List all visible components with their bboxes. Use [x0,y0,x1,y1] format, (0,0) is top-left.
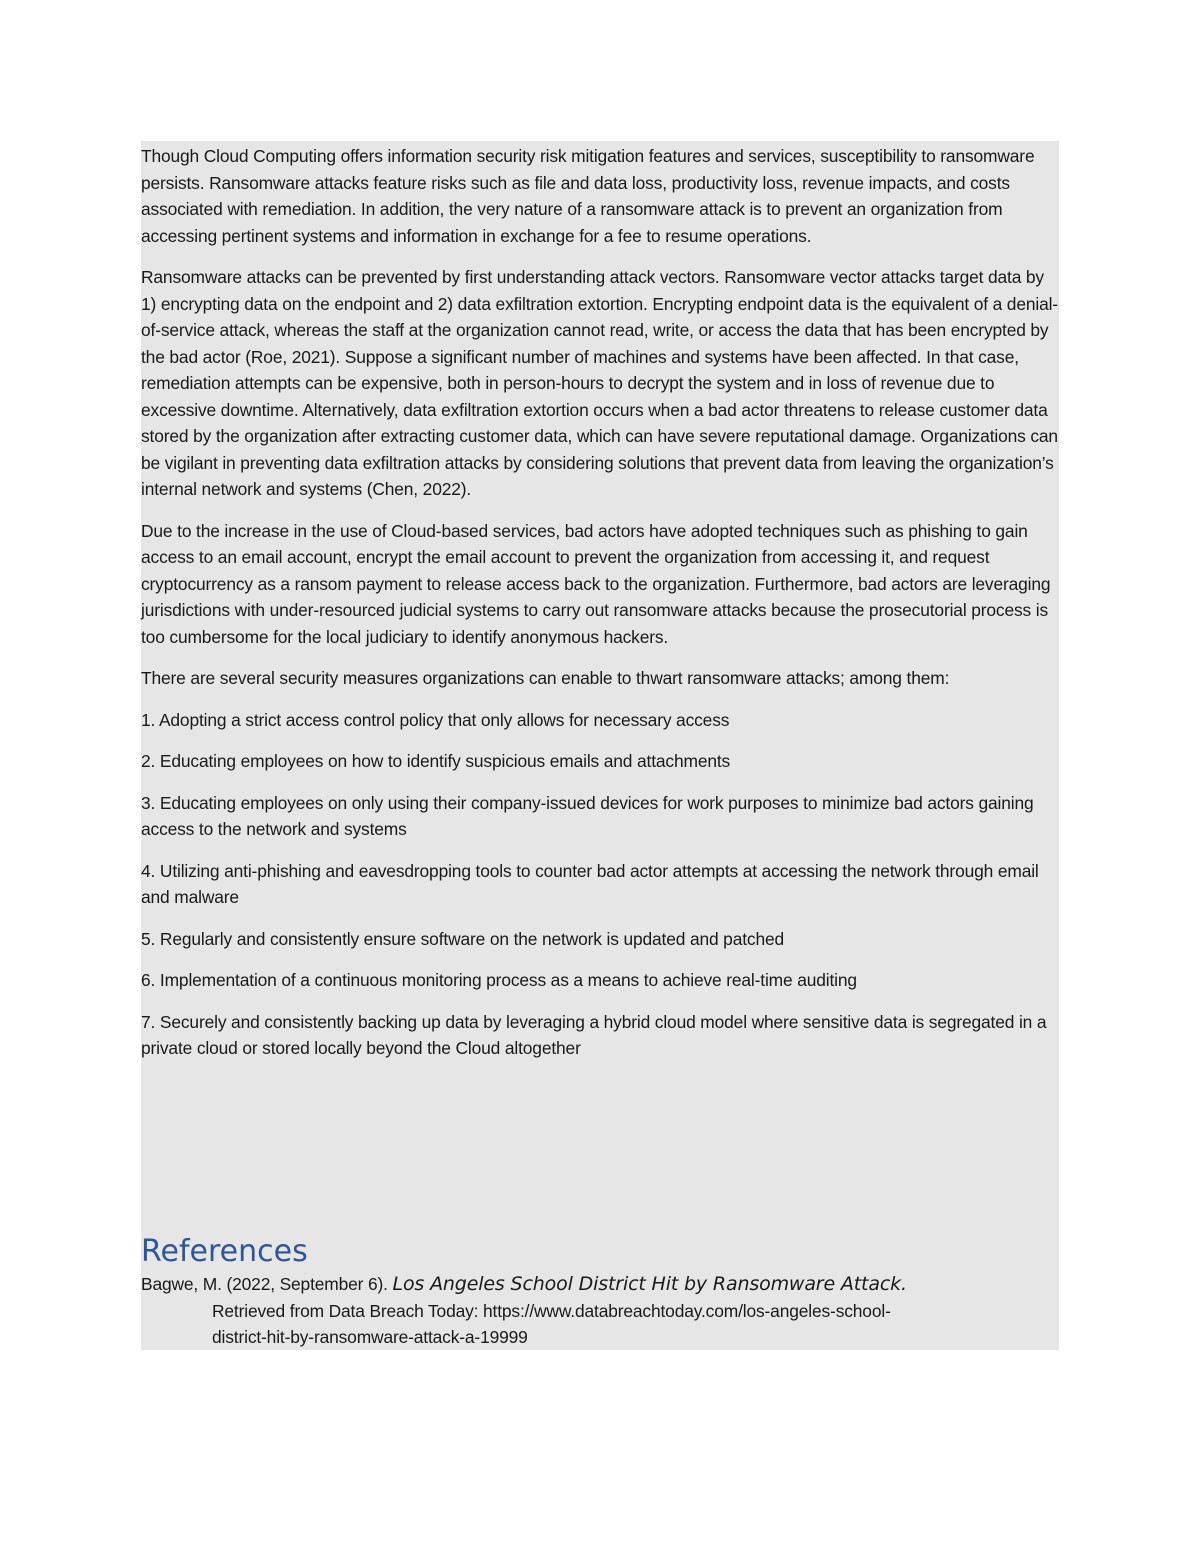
list-item [141,858,1059,911]
list-item-text: Implementation of a continuous monitoring process as a means to achieve real-time auditing [159,970,857,990]
reference-retrieved-line: Retrieved from Data Breach Today: https://www.databreachtoday.com/los-angeles-school- [212,1300,891,1321]
paragraph-measures-intro: There are several security measures organizations can enable to thwart ransomware attacks; among them: [141,668,950,688]
paragraph-intro: Though Cloud Computing offers information security risk mitigation features and services, susceptibility to ransomware persists. Ransomware attacks feature risks such as file and data loss, productivity loss, revenue impacts, and costs associated with remediation. In addition, the very nature of a ransomware attack is to prevent an organization from accessing pertinent systems and information in exchange for a fee to resume operations. [141,146,1035,246]
paragraph-cloud-techniques: Due to the increase in the use of Cloud-based services, bad actors have adopted techniques such as phishing to gain access to an email account, encrypt the email account to prevent the organization from accessing it, and request cryptocurrency as a ransom payment to release access back to the organization. Furthermore, bad actors are leveraging jurisdictions with under-resourced judicial systems to carry out ransomware attacks because the prosecutorial process is too cumbersome for the local judiciary to identify anonymous hackers. [141,520,1051,647]
body-content [141,143,1059,1077]
list-item-number: 5. [141,928,156,949]
reference-retrieved-line: district-hit-by-ransomware-attack-a-19999 [212,1327,528,1347]
list-item [141,1009,1059,1062]
list-item-text: Securely and consistently backing up data by leveraging a hybrid cloud model where sensitive data is segregated in a private cloud or stored locally beyond the Cloud altogether [141,1011,1047,1058]
reference-first-line [141,1271,1041,1298]
list-item-text: Educating employees on only using their company-issued devices for work purposes to minimize bad actors gaining access to the network and systems [141,792,1034,839]
list-item [141,926,1059,953]
reference-author-date: Bagwe, M. (2022, September 6). [141,1274,393,1294]
list-item-number: 3. [141,792,156,813]
reference-title-end: . [901,1273,907,1295]
list-item [141,748,1059,775]
list-item-text: Educating employees on how to identify suspicious emails and attachments [159,751,731,771]
list-item [141,967,1059,994]
list-item [141,790,1059,843]
reference-entry [141,1271,1041,1351]
list-item-text: Adopting a strict access control policy that only allows for necessary access [158,709,730,730]
references-heading: References [141,1234,308,1269]
list-item-number: 2. [141,751,156,771]
list-item [141,707,1059,734]
list-item-text: Utilizing anti-phishing and eavesdropping tools to counter bad actor attempts at accessing the network through email and malware [141,860,1039,907]
reference-title: Los Angeles School District Hit by Ransomware Attack [392,1273,901,1295]
paragraph-attack-vectors: Ransomware attacks can be prevented by first understanding attack vectors. Ransomware vector attacks target data by 1) encrypting data on the endpoint and 2) data exfiltration extortion. Encrypting endpoint data is the equivalent of a denial-of-service attack, whereas the staff at the organization cannot read, write, or access the data that has been encrypted by the bad actor (Roe, 2021). Suppose a significant number of machines and systems have been affected. In that case, remediation attempts can be expensive, both in person-hours to decrypt the system and in loss of revenue due to excessive downtime. Alternatively, data exfiltration extortion occurs when a bad actor threatens to release customer data stored by the organization after extracting customer data, which can have severe reputational damage. Organizations can be vigilant in preventing data exfiltration attacks by considering solutions that prevent data from leaving the organization’s internal network and systems (Chen, 2022). [141,267,1058,499]
list-item-number: 4. [141,860,156,881]
list-item-text: Regularly and consistently ensure software on the network is updated and patched [159,928,785,949]
list-item-number: 7. [141,1011,156,1032]
list-item-number: 6. [141,970,156,990]
list-item-number: 1. [141,709,156,730]
